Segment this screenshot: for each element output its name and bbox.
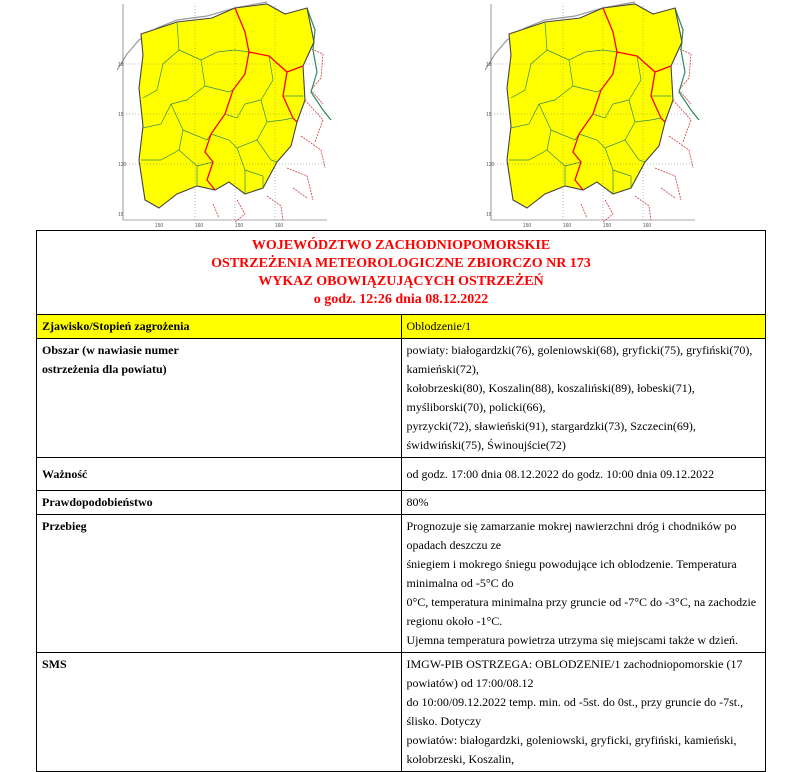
course-label: Przebieg — [37, 515, 402, 653]
course-row — [37, 515, 766, 653]
probability-row — [37, 491, 766, 515]
y-tick-label-left-0: 18 — [118, 62, 124, 68]
area-label — [37, 339, 402, 458]
probability-label: Prawdopodobieństwo — [37, 491, 402, 515]
y-tick-label-right-3: 15 — [486, 212, 492, 218]
header-title: OSTRZEŻENIA METEOROLOGICZNE ZBIORCZO NR 173 — [211, 256, 591, 271]
y-tick-label-left-1: 15 — [118, 112, 124, 118]
table-header — [37, 231, 766, 315]
x-tick-label-left-3: 160 — [274, 223, 284, 228]
warning-map-right — [485, 0, 700, 228]
area-value-line2: kołobrzeski(80), Koszalin(88), koszaliński(89), łobeski(71), myśliborski(70), policki(66), — [406, 381, 695, 414]
warning-map-left — [117, 0, 332, 228]
sms-line2: do 10:00/09.12.2022 temp. min. od -5st. do 0st., przy gruncie do -7st., ślisko. Dotyczy — [406, 695, 744, 728]
validity-value: od godz. 17:00 dnia 08.12.2022 do godz. 10:00 dnia 09.12.2022 — [401, 458, 766, 491]
y-tick-label-right-0: 18 — [486, 62, 492, 68]
phenomenon-label: Zjawisko/Stopień zagrożenia — [37, 315, 402, 339]
course-line2: śniegiem i mokrego śniegu powodujące ich oblodzenie. Temperatura minimalna od -5°C do — [406, 557, 737, 590]
sms-line1: IMGW-PIB OSTRZEGA: OBLODZENIE/1 zachodniopomorskie (17 powiatów) od 17:00/08.12 — [406, 657, 743, 690]
x-tick-label-left-0: 150 — [154, 223, 164, 228]
course-line1: Prognozuje się zamarzanie mokrej nawierzchni dróg i chodników po opadach deszczu ze — [406, 519, 737, 552]
x-tick-label-right-1: 160 — [562, 223, 572, 228]
header-region: WOJEWÓDZTWO ZACHODNIOPOMORSKIE — [251, 238, 551, 253]
area-row — [37, 339, 766, 458]
y-tick-label-left-2: 120 — [118, 162, 127, 168]
x-tick-label-left-2: 150 — [234, 223, 244, 228]
header-list-title: WYKAZ OBOWIĄZUJĄCYCH OSTRZEŻEŃ — [258, 274, 544, 289]
sms-value — [401, 653, 766, 772]
area-value-line3: pyrzycki(72), sławieński(91), stargardzki(73), Szczecin(69), świdwiński(75), Świnoujście(72) — [406, 419, 696, 452]
sms-label: SMS — [37, 653, 402, 772]
area-value-line1: powiaty: białogardzki(76), goleniowski(68), gryficki(75), gryfiński(70), kamieński(72), — [406, 343, 753, 376]
validity-row — [37, 458, 766, 491]
y-tick-label-right-2: 120 — [486, 162, 495, 168]
phenomenon-row — [37, 315, 766, 339]
area-label-line1: Obszar (w nawiasie numer — [42, 343, 179, 357]
course-value — [401, 515, 766, 653]
sms-line3: powiatów: białogardzki, goleniowski, gryficki, gryfiński, kamieński, kołobrzeski, Koszalin, — [406, 733, 737, 766]
header-timestamp: o godz. 12:26 dnia 08.12.2022 — [313, 292, 489, 307]
area-label-line2: ostrzeżenia dla powiatu) — [42, 362, 167, 376]
probability-value: 80% — [401, 491, 766, 515]
phenomenon-value: Oblodzenie/1 — [401, 315, 766, 339]
y-tick-label-left-3: 15 — [118, 212, 124, 218]
course-line4: Ujemna temperatura powietrza utrzyma się miejscami także w dzień. — [406, 633, 739, 647]
sms-row — [37, 653, 766, 772]
course-line3: 0°C, temperatura minimalna przy gruncie od -7°C do -3°C, na zachodzie regionu około -1°C. — [406, 595, 757, 628]
x-tick-label-right-0: 150 — [522, 223, 532, 228]
warning-table — [36, 230, 766, 772]
x-tick-label-left-1: 160 — [194, 223, 204, 228]
validity-label: Ważność — [37, 458, 402, 491]
y-tick-label-right-1: 15 — [486, 112, 492, 118]
x-tick-label-right-3: 160 — [642, 223, 652, 228]
x-tick-label-right-2: 150 — [602, 223, 612, 228]
area-value — [401, 339, 766, 458]
